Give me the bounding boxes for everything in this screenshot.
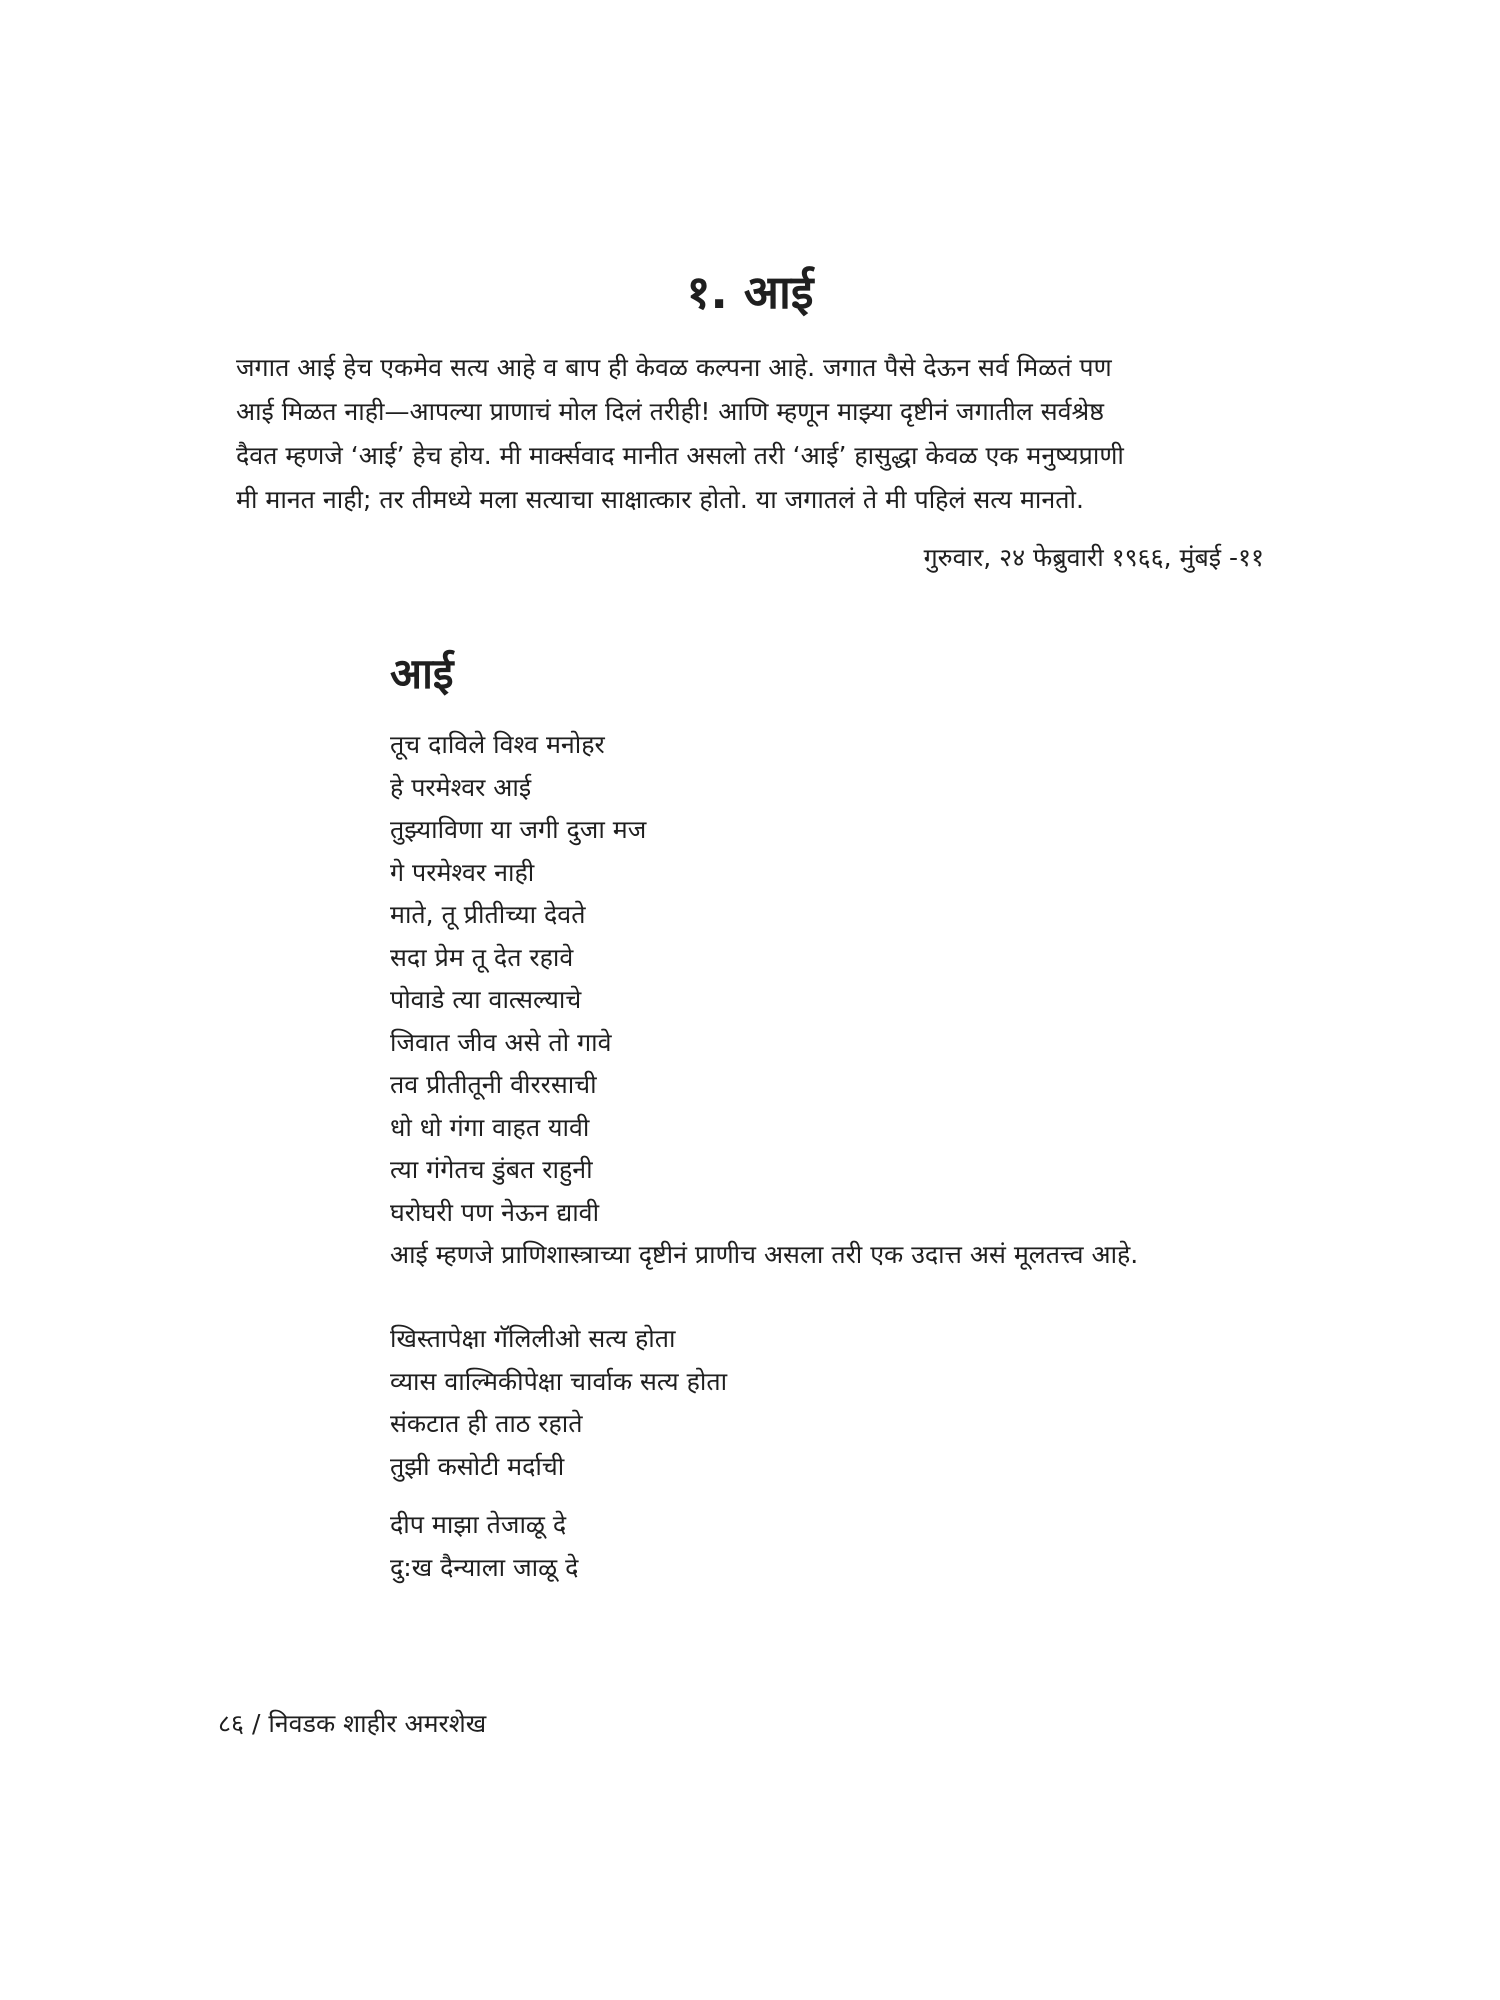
poem-line: घरोघरी पण नेऊन द्यावी [390, 1197, 600, 1227]
poem-line: दु:ख दैन्याला जाळू दे [390, 1552, 579, 1582]
poem-line: सदा प्रेम तू देत रहावे [390, 942, 574, 972]
dateline: गुरुवार, २४ फेब्रुवारी १९६६, मुंबई -११ [923, 543, 1264, 572]
poem-line: आई म्हणजे प्राणिशास्त्राच्या दृष्टीनं प्राणीच असला तरी एक उदात्त असं मूलतत्त्व आहे. [390, 1240, 1139, 1269]
poem-line: जिवात जीव असे तो गावे [390, 1027, 612, 1057]
poem-line: तुझी कसोटी मर्दाची [390, 1451, 565, 1481]
poem-line: धो धो गंगा वाहत यावी [390, 1112, 590, 1142]
poem-line: दीप माझा तेजाळू दे [390, 1510, 567, 1539]
intro-line: मी मानत नाही; तर तीमध्ये मला सत्याचा साक्षात्कार होतो. या जगातलं ते मी पहिलं सत्य मानतो. [236, 485, 1084, 514]
intro-line: जगात आई हेच एकमेव सत्य आहे व बाप ही केवळ कल्पना आहे. जगात पैसे देऊन सर्व मिळतं पण [236, 353, 1112, 382]
poem-stanza-1 [390, 724, 1138, 1277]
poem-line: माते, तू प्रीतीच्या देवते [390, 900, 586, 929]
poem-stanza-2 [390, 1318, 727, 1488]
poem-line: हे परमेश्वर आई [390, 772, 532, 802]
poem-line: पोवाडे त्या वात्सल्याचे [390, 985, 582, 1014]
poem-line: त्या गंगेतच डुंबत राहुनी [390, 1155, 593, 1184]
poem-line: संकटात ही ताठ रहाते [390, 1409, 583, 1438]
intro-paragraph [236, 346, 1256, 522]
poem-line: खिस्तापेक्षा गॅलिलीओ सत्य होता [390, 1324, 676, 1353]
intro-line: दैवत म्हणजे ‘आई’ हेच होय. मी मार्क्सवाद मानीत असलो तरी ‘आई’ हासुद्धा केवळ एक मनुष्यप्राणी [236, 441, 1124, 470]
poem-line: तव प्रीतीतूनी वीररसाची [390, 1070, 597, 1099]
poem-line: तूच दाविले विश्व मनोहर [390, 730, 605, 759]
intro-line: आई मिळत नाही—आपल्या प्राणाचं मोल दिलं तरीही! आणि म्हणून माझ्या दृष्टीनं जगातील सर्वश्रेष्ठ [236, 397, 1104, 426]
poem-title: आई [390, 649, 454, 698]
chapter-title: १. आई [686, 265, 814, 319]
poem-line: गे परमेश्वर नाही [390, 857, 535, 887]
poem-line: तुझ्याविणा या जगी दुजा मज [390, 815, 647, 844]
poem-stanza-3 [390, 1504, 578, 1589]
page-footer: ८६ / निवडक शाहीर अमरशेख [218, 1709, 487, 1738]
poem-line: व्यास वाल्मिकीपेक्षा चार्वाक सत्य होता [390, 1366, 728, 1396]
